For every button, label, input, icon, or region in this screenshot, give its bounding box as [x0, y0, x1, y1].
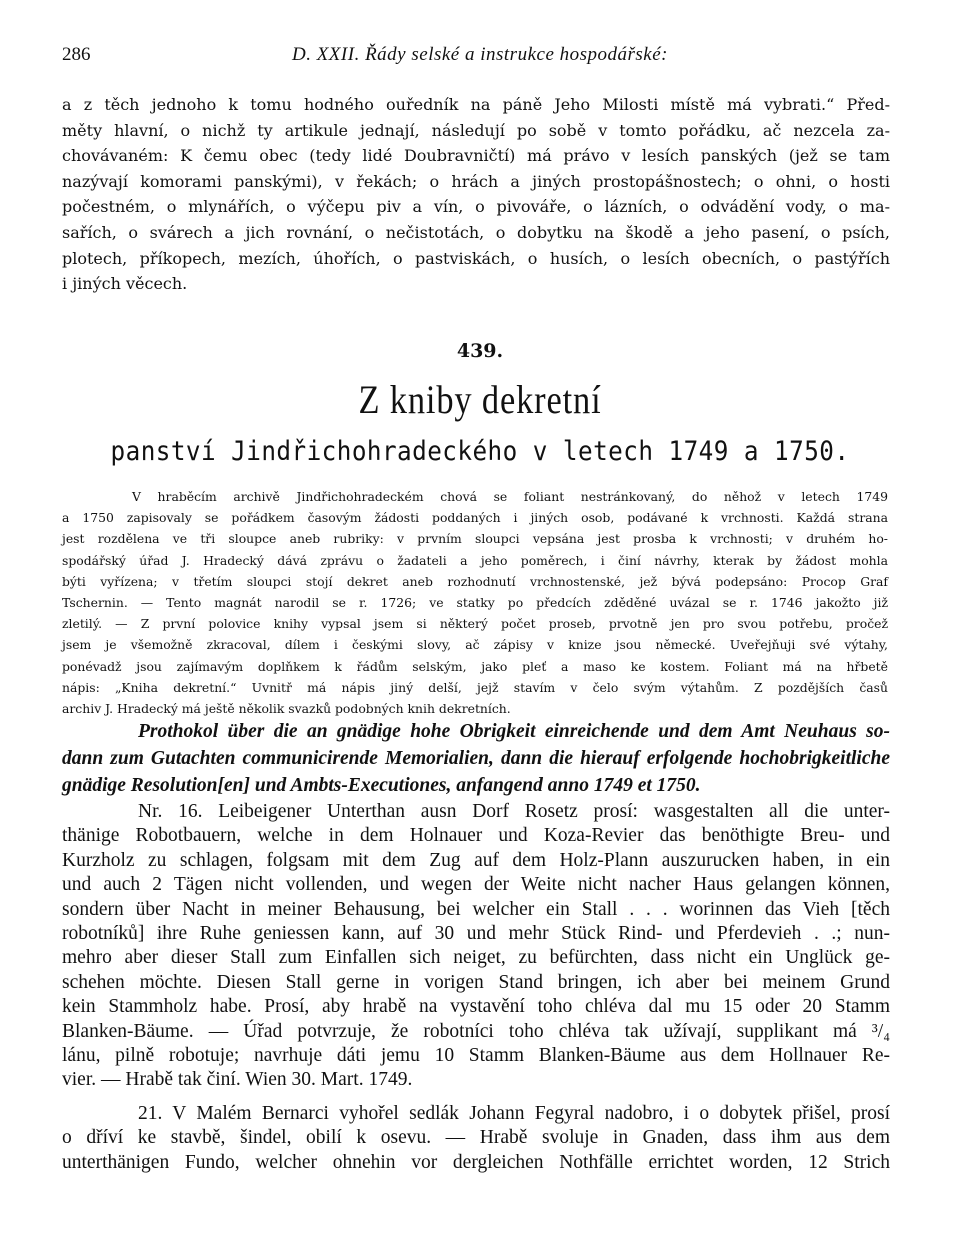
- section-subtitle: panství Jindřichohradeckého v letech 1749 a 1750.: [110, 436, 850, 467]
- running-header: [62, 44, 898, 74]
- entry-line: thänige Robotbauern, welche in dem Holnauer und Koza-Revier das benöthigte Breu- und: [62, 825, 890, 847]
- running-title: D. XXII. Řády selské a instrukce hospodářské:: [291, 44, 668, 65]
- german-protocol-heading: [62, 718, 890, 799]
- intro-paragraph: [62, 92, 890, 297]
- entry-line: Blanken-Bäume. — Úřad potvrzuje, že robotníci toho chléva tak užívají, supplikant má ³/₄: [62, 1020, 890, 1042]
- intro-text: [62, 92, 890, 297]
- intro-line: a z těch jednoho k tomu hodného ouředník na páně Jeho Milosti místě má vybrati.“ Před-: [62, 95, 890, 114]
- entry-line: kein Stammholz habe. Prosí, aby hrabě na vystavění toho chléva dal mu 15 oder 20 Stamm: [62, 996, 890, 1018]
- entry-line: vier. — Hrabě tak činí. Wien 30. Mart. 1749.: [62, 1069, 413, 1091]
- entry-line: Nr. 16. Leibeigener Unterthan ausn Dorf Rosetz prosí: wasgestalten all die unter-: [138, 801, 890, 822]
- entry-nr-16: [62, 800, 890, 1093]
- note-line: ponévadž jsou zajímavým doplňkem k řádům selským, jako pleť a maso ke kostem. Foliant má na hřbetě: [62, 658, 888, 674]
- entry-line: o dříví ke stavbě, šindel, obilí k osevu. — Hrabě svoluje in Gnaden, dass ihm aus dem: [62, 1127, 890, 1149]
- entry-line: 21. V Malém Bernarci vyhořel sedlák Johann Fegyral nadobro, i o dobytek přišel, prosí: [138, 1103, 890, 1124]
- intro-line: počestném, o mlynářích, o výčepu piv a vín, o pivováře, o lázních, o odvádění vody, o ma-: [62, 197, 890, 217]
- heading-line: Prothokol über die an gnädige hohe Obrigkeit einreichende und dem Amt Neuhaus so-: [138, 721, 890, 742]
- entry-line: unterthänigen Fundo, welcher ohnehin vor dergleichen Nothfälle errichtet worden, 12 Strich: [62, 1151, 890, 1173]
- page-number: 286: [62, 44, 91, 65]
- note-line: jest rozdělena ve tři sloupce aneb rubriky: v prvním sloupci vepsána jest prosba k vrchnosti; v druhém ho-: [62, 531, 888, 547]
- entry-line: Kurzholz zu schlagen, folgsam mit dem Zug auf dem Holz-Plann auszurucken haben, in ein: [62, 849, 890, 871]
- entry-line: robotníků] ihre Ruhe geniessen kann, auf 30 und mehr Stück Rind- und Pferdevieh . .; nun-: [62, 923, 890, 945]
- entry-line: lánu, pilně robotuje; navrhuje dáti jemu 10 Stamm Blanken-Bäume aus dem Hollnauer Re-: [62, 1045, 890, 1067]
- heading-line: dann zum Gutachten communicirende Memorialien, dann die hierauf erfolgende hochobrigkeitliche: [62, 748, 890, 769]
- intro-line: sařích, o svárech a jich rovnání, o nečistotách, o dobytku na škodě a jeho pasení, o psích,: [62, 222, 890, 242]
- entry-line: mehro aber dieser Stall zum Einfallen sich neiget, zu befürchten, dass nicht ein Unglück ge-: [62, 947, 890, 969]
- note-line: spodářský úřad J. Hradecký dává zprávu o žadateli a jeho poměrech, i činí návrhy, kterak by žádost mohla: [62, 552, 888, 568]
- note-line: a 1750 zapisovaly se pořádkem časovým žádosti poddaných i jiných osob, podávané k vrchnosti. Každá strana: [62, 510, 888, 526]
- note-line: jsem je všemožně zkracoval, dílem i českými slovy, ač zápisy v knize jsou německé. Uveřejňuji své výtahy,: [62, 637, 888, 653]
- note-line: nápis: „Kniha dekretní.“ Uvnitř má nápis jiný delší, jejž stavím v čelo svým výtahům. Z pozdějších časů: [62, 679, 888, 695]
- note-line: V hraběcím archivě Jindřichohradeckém chová se foliant nestránkovaný, do něhož v letech 1749: [132, 489, 888, 504]
- note-line: zletilý. — Z první polovice knihy vypsal jsem si některý počet proseb, prvotně jen pro svou potřebu, pročež: [62, 616, 888, 632]
- entry-line: schehen möchte. Diesen Stall gerne in vorigen Stand bringen, ich aber bei meinem Grund: [62, 971, 890, 993]
- note-line: Tschernin. — Tento magnát narodil se r. 1726; ve statky po předcích zděděné uvázal se r. 1746 jakožto již: [62, 595, 888, 611]
- heading-line: gnädige Resolution[en] und Ambts-Executiones, anfangend anno 1749 et 1750.: [62, 775, 701, 796]
- intro-line: měty hlavní, o nichž ty artikule jednají, následují po sobě v tomto pořádku, ač nezcela za-: [62, 120, 890, 140]
- intro-line: nazývají komorami panskými), v řekách; o hrách a jiných prostopášnostech; o ohni, o hosti: [62, 171, 890, 191]
- intro-line: chovávaném: K čemu obec (tedy lidé Doubravničtí) má právo v lesích panských (jež se tam: [62, 146, 890, 166]
- entry-line: und auch 2 Tägen nicht vollenden, und wegen der Weite nicht nacher Haus gelangen können,: [62, 874, 890, 896]
- entry-nr-21: [62, 1102, 890, 1175]
- entry-line: sondern über Nacht in meiner Behausung, bei welcher ein Stall . . . worinnen das Vieh [těch: [62, 898, 890, 920]
- editorial-note: [62, 486, 888, 719]
- section-number: 439.: [456, 340, 504, 362]
- intro-line: plotech, příkopech, mezích, úhořích, o pastviskách, o husích, o lesích obecních, o pastýřích: [62, 248, 890, 268]
- note-line: býti vyřízena; v třetím sloupci stojí dekret aneb rozhodnutí vrchnostenské, jež bývá podepsáno: Procop Graf: [62, 573, 888, 589]
- note-line: archiv J. Hradecký má ještě několik svazků podobných knih dekretních.: [62, 701, 511, 717]
- intro-line: i jiných věcech.: [62, 274, 188, 294]
- section-title: Z kniby dekretní: [358, 377, 602, 422]
